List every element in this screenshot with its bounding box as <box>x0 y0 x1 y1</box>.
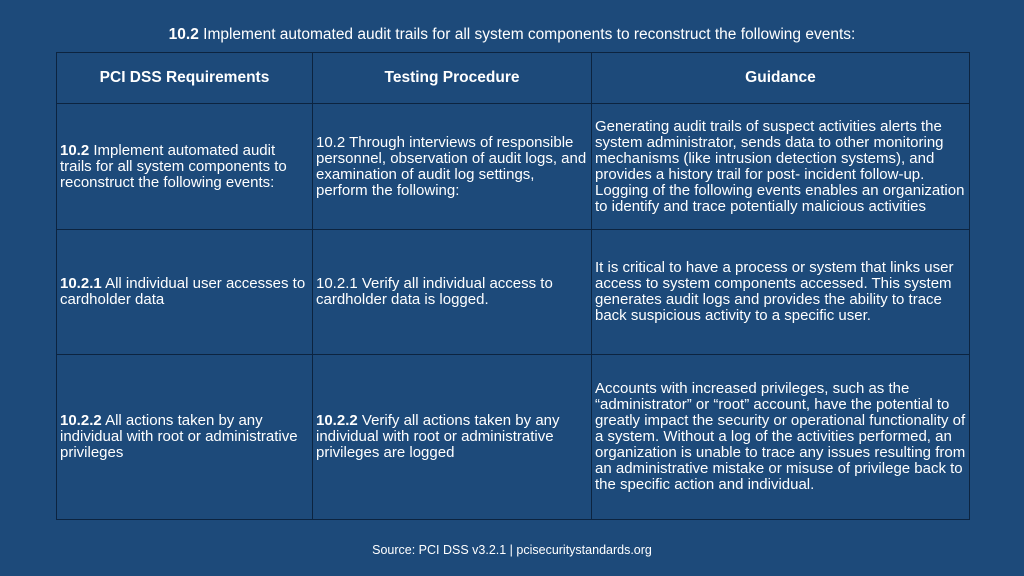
testing-cell <box>313 355 592 520</box>
requirement-cell <box>57 104 313 230</box>
testing-text: Verify all actions taken by any individual with root or administrative privileges are logged <box>316 412 560 461</box>
title-text: Implement automated audit trails for all system components to reconstruct the following events: <box>203 26 856 43</box>
testing-text: 10.2.1 Verify all individual access to cardholder data is logged. <box>316 275 553 308</box>
requirement-ref: 10.2.2 <box>60 412 102 429</box>
requirements-table <box>56 52 970 520</box>
guidance-cell: It is critical to have a process or system that links user access to system components accessed. This system generates audit logs and provides the ability to trace back suspicious activity to a specific user. <box>592 230 970 355</box>
table-header-row <box>57 53 970 104</box>
header-guidance: Guidance <box>592 53 970 104</box>
testing-ref: 10.2.2 <box>316 412 358 429</box>
table-row <box>57 355 970 520</box>
slide-title <box>0 26 1024 44</box>
table-row <box>57 230 970 355</box>
table-row <box>57 104 970 230</box>
header-requirements: PCI DSS Requirements <box>57 53 313 104</box>
guidance-cell: Accounts with increased privileges, such as the “administrator” or “root” account, have the potential to greatly impact the security or operational functionality of a system. Without a log of the activities performed, an organization is unable to trace any issues resulting from an administrative mistake or misuse of privilege back to the specific action and individual. <box>592 355 970 520</box>
testing-text: 10.2 Through interviews of responsible personnel, observation of audit logs, and examination of audit log settings, perform the following: <box>316 133 587 199</box>
source-caption: Source: PCI DSS v3.2.1 | pcisecuritystandards.org <box>372 543 652 557</box>
testing-cell <box>313 104 592 230</box>
requirement-cell <box>57 355 313 520</box>
guidance-cell: Generating audit trails of suspect activities alerts the system administrator, sends data to other monitoring mechanisms (like intrusion detection systems), and provides a history trail for post- incident follow-up. Logging of the following events enables an organization to identify and trace potentially malicious activities <box>592 104 970 230</box>
header-testing-procedure: Testing Procedure <box>313 53 592 104</box>
requirement-ref: 10.2 <box>60 141 90 159</box>
requirement-text: Implement automated audit trails for all system components to reconstruct the following events: <box>60 141 287 191</box>
title-ref: 10.2 <box>168 26 199 43</box>
requirement-text: All actions taken by any individual with root or administrative privileges <box>60 412 298 461</box>
requirement-text: All individual user accesses to cardholder data <box>60 275 306 308</box>
requirement-cell <box>57 230 313 355</box>
testing-cell <box>313 230 592 355</box>
requirement-ref: 10.2.1 <box>60 275 102 292</box>
